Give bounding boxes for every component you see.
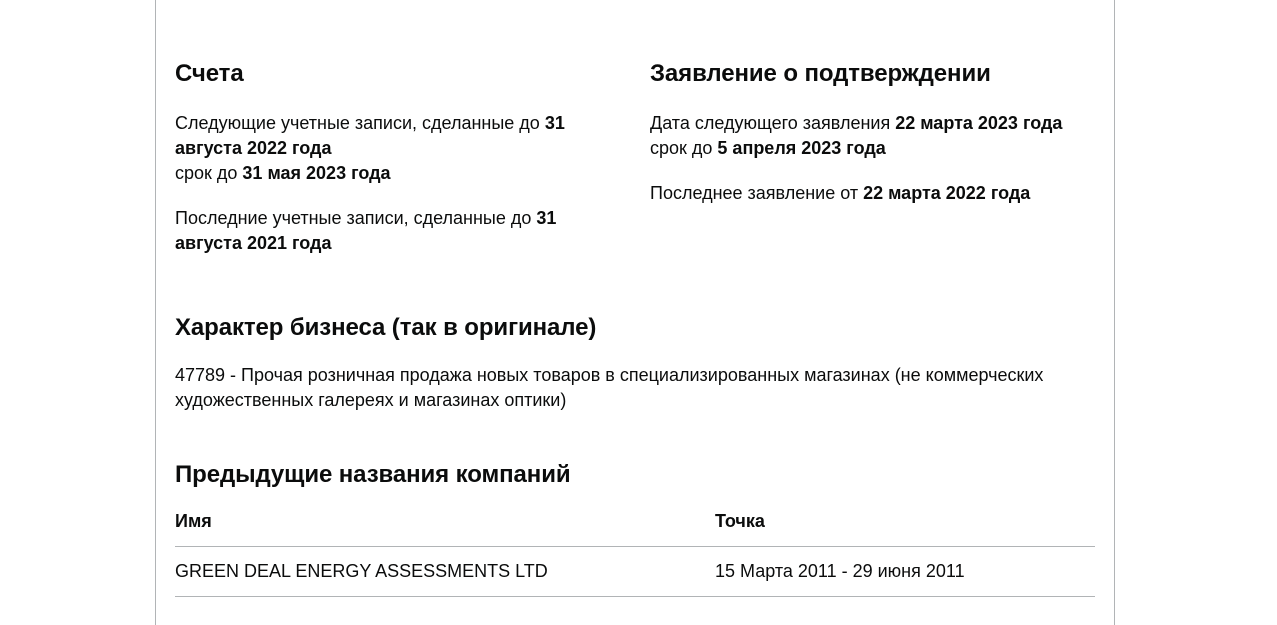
confirmation-statement-section (650, 60, 1095, 256)
last-statement-prefix: Последнее заявление от (650, 182, 864, 203)
nature-of-business-description: 47789 - Прочая розничная продажа новых товаров в специализированных магазинах (не коммерческих художественных галереях и магазинах оптики) (175, 364, 1044, 410)
table-header-row (175, 511, 1095, 547)
nature-of-business-heading: Характер бизнеса (так в оригинале) (175, 313, 597, 341)
top-two-column-section (175, 0, 1095, 256)
previous-name-value: GREEN DEAL ENERGY ASSESSMENTS LTD (175, 547, 715, 597)
next-accounts-due-prefix: срок до (175, 162, 243, 183)
document-content (175, 0, 1095, 597)
column-header-period: Точка (715, 511, 1095, 547)
next-accounts-paragraph (175, 111, 605, 186)
right-vertical-rule (1114, 0, 1115, 625)
table-row (175, 547, 1095, 597)
next-statement-due-date: 5 апреля 2023 года (717, 137, 886, 158)
last-statement-paragraph (650, 181, 1095, 206)
previous-names-table-head (175, 511, 1095, 547)
left-vertical-rule (155, 0, 156, 625)
last-accounts-paragraph (175, 206, 605, 256)
previous-company-names-heading: Предыдущие названия компаний (175, 460, 571, 488)
next-statement-due-prefix: срок до (650, 137, 718, 158)
previous-names-table (175, 511, 1095, 597)
previous-name-period-value: 15 Марта 2011 - 29 июня 2011 (715, 547, 1095, 597)
last-statement-date: 22 марта 2022 года (863, 182, 1031, 203)
next-accounts-prefix: Следующие учетные записи, сделанные до (175, 112, 545, 133)
next-accounts-date: 31 августа 2022 года (175, 112, 565, 158)
accounts-section (175, 60, 650, 256)
next-accounts-due-date: 31 мая 2023 года (242, 162, 391, 183)
nature-of-business-section (175, 314, 1095, 413)
next-statement-prefix: Дата следующего заявления (650, 112, 896, 133)
next-statement-date: 22 марта 2023 года (895, 112, 1063, 133)
previous-company-names-section (175, 461, 1095, 598)
accounts-heading: Счета (175, 60, 244, 87)
previous-names-table-body (175, 547, 1095, 597)
next-statement-paragraph (650, 111, 1095, 161)
last-accounts-prefix: Последние учетные записи, сделанные до (175, 207, 537, 228)
column-header-name: Имя (175, 511, 715, 547)
confirmation-statement-heading: Заявление о подтверждении (650, 60, 991, 87)
last-accounts-date: 31 августа 2021 года (175, 207, 557, 253)
